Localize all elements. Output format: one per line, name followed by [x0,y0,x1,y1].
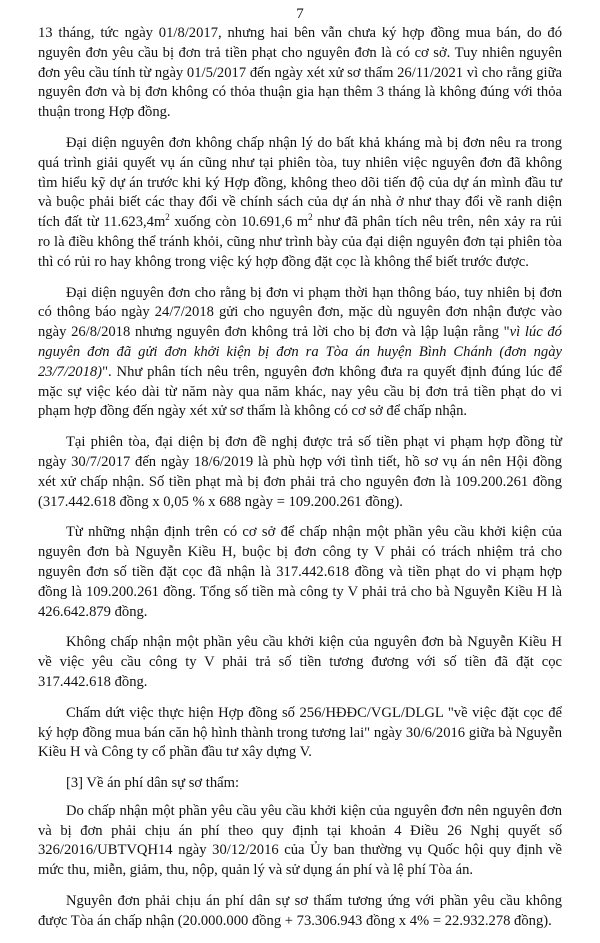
document-body [38,24,562,943]
paragraph-3 [38,284,562,423]
paragraph-5: Từ những nhận định trên có cơ sở để chấp nhận một phần yêu cầu khởi kiện của nguyên đơn bà Nguyễn Kiều H, buộc bị đơn công ty V phải có trách nhiệm trả cho nguyên đơn số tiền đặt cọc đã nhận là 317.442.618 đồng và tiền phạt do vi phạm hợp đồng là 109.200.261 đồng. Tổng số tiền mà công ty V phải trả cho bà Nguyễn Kiều H là 426.642.879 đồng. [38,524,562,620]
paragraph-7: Chấm dứt việc thực hiện Hợp đồng số 256/HĐĐC/VGL/DLGL "về việc đặt cọc để ký hợp đồng mua bán căn hộ hình thành trong tương lai" ngày 30/6/2016 giữa bà Nguyễn Kiều H và Công ty cổ phần đầu tư xây dựng V. [38,704,562,761]
paragraph-4: Tại phiên tòa, đại diện bị đơn đề nghị được trả số tiền phạt vi phạm hợp đồng từ ngày 30/7/2017 đến ngày 18/6/2019 là phù hợp với tình tiết, hồ sơ vụ án nên Hội đồng xét xử chấp nhận. Số tiền phạt mà bị đơn phải trả cho nguyên đơn là 109.200.261 đồng (317.442.618 đồng x 0,05 % x 688 ngày = 109.200.261 đồng). [38,434,562,510]
paragraph-9: Nguyên đơn phải chịu án phí dân sự sơ thẩm tương ứng với phần yêu cầu không được Tòa án chấp nhận (20.000.000 đồng + 73.306.943 đồng x 4% = 22.932.278 đồng). [38,893,562,929]
paragraph-3-part-b: ". Như phân tích nêu trên, nguyên đơn không đưa ra quyết định đúng lúc để mặc sự việc kéo dài từ năm này qua năm khác, nay yêu cầu bị đơn trả tiền phạt do vi phạm hợp đồng đến ngày xét xử sơ thẩm là không có cơ sở để chấp nhận. [38,363,562,420]
paragraph-3-part-a: Đại diện nguyên đơn cho rằng bị đơn vi phạm thời hạn thông báo, tuy nhiên bị đơn có thông báo ngày 24/7/2018 gửi cho nguyên đơn, mặc dù nguyên đơn nhận được vào ngày 26/8/2018 nhưng nguyên đơn không trả lời cho bị đơn và lập luận rằng " [38,284,562,341]
paragraph-3-italic-quote: vì lúc đó nguyên đơn đã gửi đơn khởi kiện bị đơn ra Tòa án huyện Bình Chánh (đơn ngày 23/7/2018) [38,324,562,380]
paragraph-2 [38,134,562,273]
paragraph-2-part-c: như đã phân tích nêu trên, nên xảy ra rủi ro là điều không thể tránh khỏi, cũng như trình bày của đại diện nguyên đơn tại phiên tòa thì có rủi ro hay không trong việc ký hợp đồng đặt cọc là không thể biết trước được. [38,214,562,270]
superscript-squared-2: 2 [308,212,313,223]
superscript-squared: 2 [165,212,170,223]
paragraph-2-part-a: Đại diện nguyên đơn không chấp nhận lý do bất khả kháng mà bị đơn nêu ra trong quá trình giải quyết vụ án cũng như tại phiên tòa, tuy nhiên việc nguyên đơn đã không tìm hiểu kỹ dự án trước khi ký Hợp đồng, không theo dõi tiến độ của dự án mình đầu tư và buộc phải biết các thay đổi về chính sách của dự án nhà ở như thay đổi về ranh diện tích đất từ 11.623,4m [38,134,562,231]
paragraph-2-part-b: xuống còn 10.691,6 m [169,214,309,231]
paragraph-1: 13 tháng, tức ngày 01/8/2017, nhưng hai bên vẫn chưa ký hợp đồng mua bán, do đó nguyên đơn yêu cầu bị đơn trả tiền phạt cho nguyên đơn là có cơ sở. Tuy nhiên nguyên đơn yêu cầu tính từ ngày 01/5/2017 đến ngày xét xử sơ thẩm 26/11/2021 vì cho rằng giữa nguyên đơn và bị đơn không có thỏa thuận gia hạn thêm 3 tháng là không đúng với thỏa thuận trong Hợp đồng. [38,25,562,121]
paragraph-6: Không chấp nhận một phần yêu cầu khởi kiện của nguyên đơn bà Nguyễn Kiều H về việc yêu cầu công ty V phải trả số tiền tương đương với số tiền đã đặt cọc 317.442.618 đồng. [38,634,562,690]
paragraph-8: Do chấp nhận một phần yêu cầu yêu cầu khởi kiện của nguyên đơn nên nguyên đơn và bị đơn phải chịu án phí theo quy định tại khoản 4 Điều 26 Nghị quyết số 326/2016/UBTVQH14 ngày 30/12/2016 của Ủy ban thường vụ Quốc hội quy định về mức thu, miễn, giảm, thu, nộp, quản lý và sử dụng án phí và lệ phí Tòa án. [38,802,562,879]
page-number: 7 [296,6,304,22]
section-heading-3: [3] Về án phí dân sự sơ thẩm: [66,775,240,792]
